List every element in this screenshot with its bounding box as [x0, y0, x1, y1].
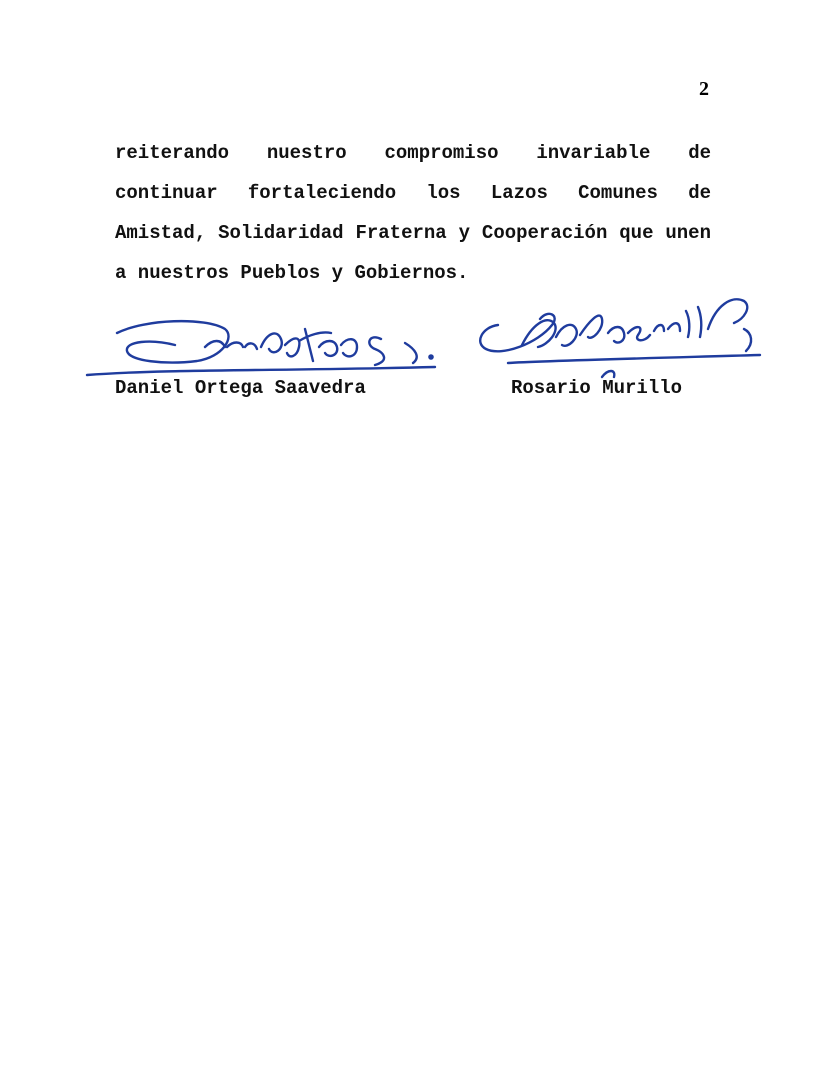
- signer-name-murillo: Rosario Murillo: [511, 377, 683, 399]
- closing-paragraph: reiterando nuestro compromiso invariable de continuar fortaleciendo los Lazos Comunes de Amistad, Solidaridad Fraterna y Cooperación que unen a nuestros Pueblos y Gobiernos.: [115, 142, 711, 284]
- page-number: 2: [699, 78, 709, 100]
- handwritten-signature-murillo: [468, 285, 768, 380]
- signer-name-ortega: Daniel Ortega Saavedra: [115, 377, 366, 399]
- handwritten-signature-ortega: [85, 285, 445, 380]
- signature-block-murillo: [468, 285, 768, 399]
- signature-block-ortega: [85, 285, 445, 399]
